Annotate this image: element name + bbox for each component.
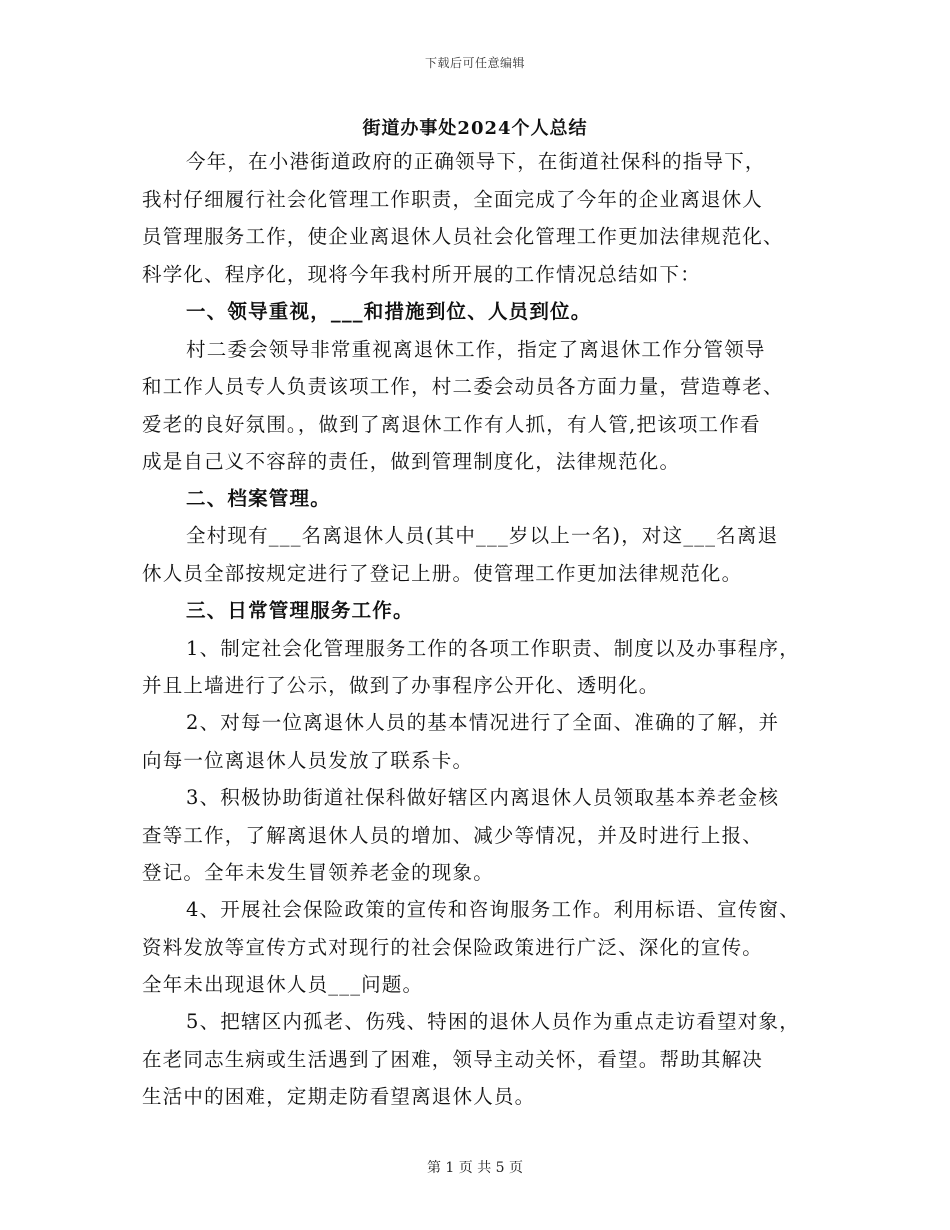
list-item-line: 查等工作，了解离退休人员的增加、减少等情况，并及时进行上报、: [142, 824, 764, 847]
header-note: 下载后可任意编辑: [424, 56, 525, 70]
section-heading-3: 三、日常管理服务工作。: [186, 599, 414, 622]
list-item-line: 在老同志生病或生活遇到了困难，领导主动关怀，看望。帮助其解决: [142, 1048, 764, 1071]
paragraph-line: 休人员全部按规定进行了登记上册。使管理工作更加法律规范化。: [142, 562, 743, 585]
list-item-line: 4、开展社会保险政策的宣传和咨询服务工作。利用标语、宣传窗、: [186, 898, 800, 921]
intro-line: 科学化、程序化，现将今年我村所开展的工作情况总结如下：: [142, 263, 701, 286]
list-item-line: 5、把辖区内孤老、伤残、特困的退休人员作为重点走访看望对象，: [186, 1010, 800, 1033]
list-item-line: 1、制定社会化管理服务工作的各项工作职责、制度以及办事程序，: [186, 637, 800, 660]
paragraph-line: 和工作人员专人负责该项工作，村二委会动员各方面力量，营造尊老、: [142, 375, 784, 398]
list-item-line: 登记。全年未发生冒领养老金的现象。: [142, 861, 494, 884]
paragraph-line: 爱老的良好氛围。，做到了离退休工作有人抓，有人管,把该项工作看: [142, 413, 761, 436]
page-number: 第 1 页 共 5 页: [426, 1160, 524, 1176]
section-heading-2: 二、档案管理。: [186, 487, 331, 510]
list-item-line: 资料发放等宣传方式对现行的社会保险政策进行广泛、深化的宣传。: [142, 936, 764, 959]
list-item-line: 并且上墙进行了公示，做到了办事程序公开化、透明化。: [142, 674, 660, 697]
list-item-line: 全年未出现退休人员___问题。: [142, 973, 424, 996]
intro-line: 员管理服务工作，使企业离退休人员社会化管理工作更加法律规范化、: [142, 225, 784, 248]
paragraph-line: 全村现有___名离退休人员(其中___岁以上一名)，对这___名离退: [186, 524, 779, 547]
intro-line: 今年，在小港街道政府的正确领导下，在街道社保科的指导下，: [186, 150, 766, 173]
section-heading-1: 一、领导重视，___和措施到位、人员到位。: [186, 300, 592, 323]
paragraph-line: 村二委会领导非常重视离退休工作，指定了离退休工作分管领导: [186, 338, 766, 361]
list-item-line: 2、对每一位离退休人员的基本情况进行了全面、准确的了解，并: [186, 711, 780, 734]
document-title: 街道办事处2024个人总结: [362, 118, 588, 139]
list-item-line: 向每一位离退休人员发放了联系卡。: [142, 749, 474, 772]
list-item-line: 3、积极协助街道社保科做好辖区内离退休人员领取基本养老金核: [186, 786, 780, 809]
intro-line: 我村仔细履行社会化管理工作职责，全面完成了今年的企业离退休人: [142, 188, 764, 211]
list-item-line: 生活中的困难，定期走防看望离退休人员。: [142, 1085, 536, 1108]
paragraph-line: 成是自己义不容辞的责任，做到管理制度化，法律规范化。: [142, 450, 681, 473]
